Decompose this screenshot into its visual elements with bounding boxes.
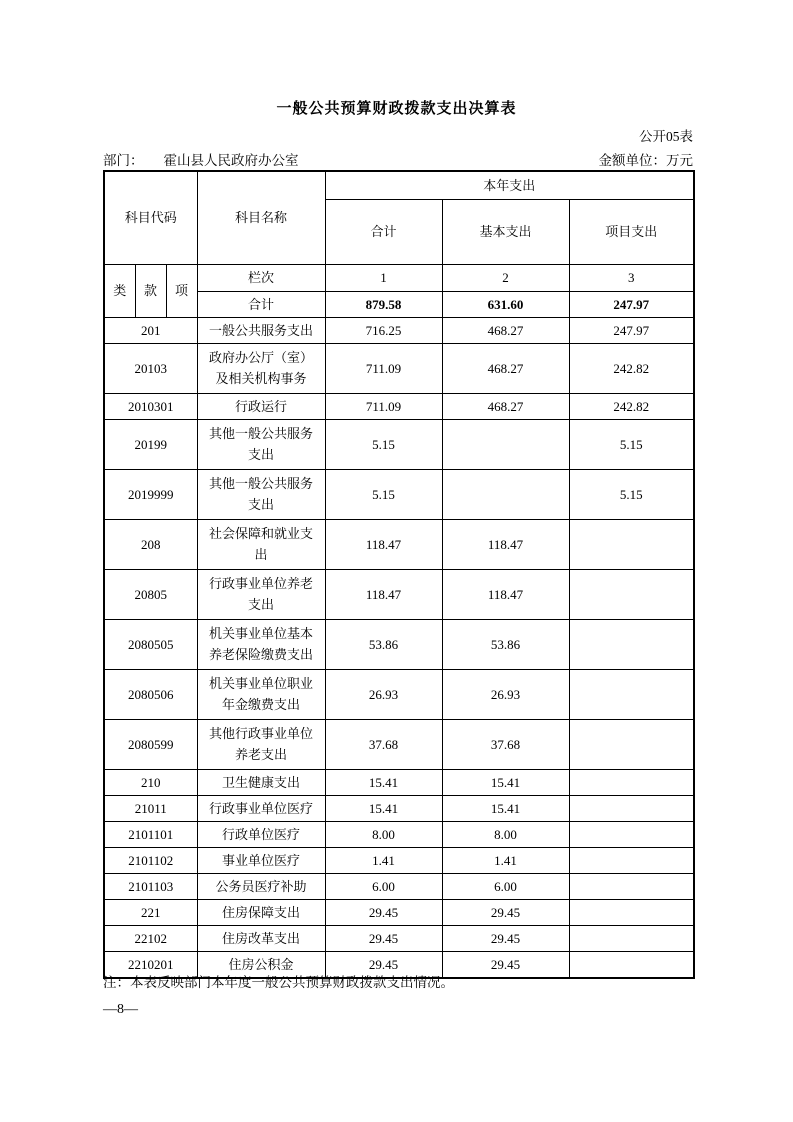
total-value-cell: 711.09 — [325, 343, 442, 393]
header-current-year-expense: 本年支出 — [325, 171, 694, 199]
project-expense-value-cell — [569, 719, 694, 769]
basic-expense-value-cell — [442, 419, 569, 469]
total-value-cell: 118.47 — [325, 519, 442, 569]
subject-name-cell: 事业单位医疗 — [197, 847, 325, 873]
basic-expense-value-cell: 29.45 — [442, 951, 569, 978]
subject-name-cell: 机关事业单位基本养老保险缴费支出 — [197, 619, 325, 669]
total-value-cell: 1.41 — [325, 847, 442, 873]
basic-expense-value-cell: 468.27 — [442, 343, 569, 393]
basic-expense-value-cell: 26.93 — [442, 669, 569, 719]
subject-code-cell: 208 — [104, 519, 197, 569]
basic-expense-value-cell — [442, 469, 569, 519]
project-expense-value-cell: 242.82 — [569, 393, 694, 419]
total-value-cell: 118.47 — [325, 569, 442, 619]
subject-name-cell: 卫生健康支出 — [197, 769, 325, 795]
subject-code-cell: 2080505 — [104, 619, 197, 669]
subject-name-cell: 机关事业单位职业年金缴费支出 — [197, 669, 325, 719]
total-value-cell: 15.41 — [325, 769, 442, 795]
subject-name-cell: 政府办公厅（室）及相关机构事务 — [197, 343, 325, 393]
basic-expense-value-cell: 29.45 — [442, 899, 569, 925]
project-expense-value-cell: 242.82 — [569, 343, 694, 393]
total-value-cell: 5.15 — [325, 469, 442, 519]
subject-code-cell: 2101101 — [104, 821, 197, 847]
page-title: 一般公共预算财政拨款支出决算表 — [276, 101, 517, 117]
public-table-code: 公开05表 — [639, 129, 693, 144]
table-row — [104, 343, 694, 393]
project-expense-value-cell: 5.15 — [569, 469, 694, 519]
header-column-number-3: 3 — [569, 264, 694, 291]
subject-name-cell: 其他一般公共服务支出 — [197, 469, 325, 519]
table-row — [104, 795, 694, 821]
table-row — [104, 847, 694, 873]
table-row — [104, 519, 694, 569]
basic-expense-value-cell: 118.47 — [442, 569, 569, 619]
table-row — [104, 393, 694, 419]
subject-code-cell: 2101103 — [104, 873, 197, 899]
subject-name-cell: 行政事业单位医疗 — [197, 795, 325, 821]
subject-code-cell: 2080599 — [104, 719, 197, 769]
table-row — [104, 619, 694, 669]
meta-row — [103, 149, 693, 169]
project-expense-value-cell — [569, 821, 694, 847]
total-value-cell: 26.93 — [325, 669, 442, 719]
subject-code-cell: 21011 — [104, 795, 197, 821]
table-body — [104, 317, 694, 978]
header-subject-code: 科目代码 — [104, 171, 197, 264]
total-value-cell: 29.45 — [325, 951, 442, 978]
table-row — [104, 873, 694, 899]
project-expense-value-cell — [569, 795, 694, 821]
total-row-project-value: 247.97 — [569, 291, 694, 317]
total-value-cell: 53.86 — [325, 619, 442, 669]
header-column-index-label: 栏次 — [197, 264, 325, 291]
basic-expense-value-cell: 468.27 — [442, 317, 569, 343]
table-row — [104, 569, 694, 619]
budget-expense-table — [103, 170, 695, 979]
project-expense-value-cell — [569, 873, 694, 899]
amount-unit-label: 金额单位：万元 — [598, 153, 693, 168]
department-name: 霍山县人民政府办公室 — [163, 153, 299, 168]
subject-code-cell: 20805 — [104, 569, 197, 619]
table-row — [104, 899, 694, 925]
basic-expense-value-cell: 468.27 — [442, 393, 569, 419]
subject-name-cell: 行政运行 — [197, 393, 325, 419]
total-value-cell: 37.68 — [325, 719, 442, 769]
subject-code-cell: 2010301 — [104, 393, 197, 419]
total-value-cell: 711.09 — [325, 393, 442, 419]
total-value-cell: 5.15 — [325, 419, 442, 469]
subject-code-cell: 22102 — [104, 925, 197, 951]
header-subject-name: 科目名称 — [197, 171, 325, 264]
project-expense-value-cell — [569, 569, 694, 619]
basic-expense-value-cell: 1.41 — [442, 847, 569, 873]
subject-code-cell: 2019999 — [104, 469, 197, 519]
table-row — [104, 669, 694, 719]
subject-code-cell: 20103 — [104, 343, 197, 393]
total-value-cell: 15.41 — [325, 795, 442, 821]
subject-code-cell: 221 — [104, 899, 197, 925]
subject-code-cell: 2080506 — [104, 669, 197, 719]
basic-expense-value-cell: 8.00 — [442, 821, 569, 847]
header-column-number-1: 1 — [325, 264, 442, 291]
subject-name-cell: 公务员医疗补助 — [197, 873, 325, 899]
table-row — [104, 419, 694, 469]
basic-expense-value-cell: 53.86 — [442, 619, 569, 669]
basic-expense-value-cell: 15.41 — [442, 795, 569, 821]
subject-name-cell: 其他一般公共服务支出 — [197, 419, 325, 469]
header-sub-item: 项 — [166, 264, 197, 317]
table-row — [104, 719, 694, 769]
table-note: 注：本表反映部门本年度一般公共预算财政拨款支出情况。 — [103, 975, 454, 990]
basic-expense-value-cell: 29.45 — [442, 925, 569, 951]
header-column-number-2: 2 — [442, 264, 569, 291]
subject-name-cell: 社会保障和就业支出 — [197, 519, 325, 569]
page-number: —8— — [103, 1002, 138, 1017]
table-row — [104, 925, 694, 951]
table-row — [104, 821, 694, 847]
subject-code-cell: 201 — [104, 317, 197, 343]
total-row-label: 合计 — [197, 291, 325, 317]
total-value-cell: 6.00 — [325, 873, 442, 899]
department-line — [103, 149, 299, 169]
project-expense-value-cell — [569, 925, 694, 951]
project-expense-value-cell — [569, 899, 694, 925]
project-expense-value-cell — [569, 847, 694, 873]
subject-code-cell: 210 — [104, 769, 197, 795]
project-expense-value-cell: 5.15 — [569, 419, 694, 469]
table-row — [104, 317, 694, 343]
subject-name-cell: 住房保障支出 — [197, 899, 325, 925]
project-expense-value-cell: 247.97 — [569, 317, 694, 343]
header-col-project: 项目支出 — [569, 199, 694, 264]
basic-expense-value-cell: 15.41 — [442, 769, 569, 795]
header-col-basic: 基本支出 — [442, 199, 569, 264]
total-row-total-value: 879.58 — [325, 291, 442, 317]
subject-code-cell: 2210201 — [104, 951, 197, 978]
basic-expense-value-cell: 118.47 — [442, 519, 569, 569]
subject-name-cell: 行政单位医疗 — [197, 821, 325, 847]
subject-name-cell: 其他行政事业单位养老支出 — [197, 719, 325, 769]
subject-code-cell: 2101102 — [104, 847, 197, 873]
total-row-basic-value: 631.60 — [442, 291, 569, 317]
project-expense-value-cell — [569, 669, 694, 719]
project-expense-value-cell — [569, 769, 694, 795]
subject-name-cell: 一般公共服务支出 — [197, 317, 325, 343]
department-label: 部门： — [103, 153, 144, 168]
total-value-cell: 29.45 — [325, 925, 442, 951]
basic-expense-value-cell: 37.68 — [442, 719, 569, 769]
header-col-total: 合计 — [325, 199, 442, 264]
table-row — [104, 769, 694, 795]
basic-expense-value-cell: 6.00 — [442, 873, 569, 899]
header-sub-section: 款 — [135, 264, 166, 317]
table-row — [104, 469, 694, 519]
header-sub-class: 类 — [104, 264, 135, 317]
total-value-cell: 29.45 — [325, 899, 442, 925]
subject-name-cell: 住房公积金 — [197, 951, 325, 978]
total-value-cell: 8.00 — [325, 821, 442, 847]
subject-code-cell: 20199 — [104, 419, 197, 469]
project-expense-value-cell — [569, 519, 694, 569]
project-expense-value-cell — [569, 619, 694, 669]
subject-name-cell: 住房改革支出 — [197, 925, 325, 951]
total-value-cell: 716.25 — [325, 317, 442, 343]
table-header — [104, 171, 694, 317]
subject-name-cell: 行政事业单位养老支出 — [197, 569, 325, 619]
